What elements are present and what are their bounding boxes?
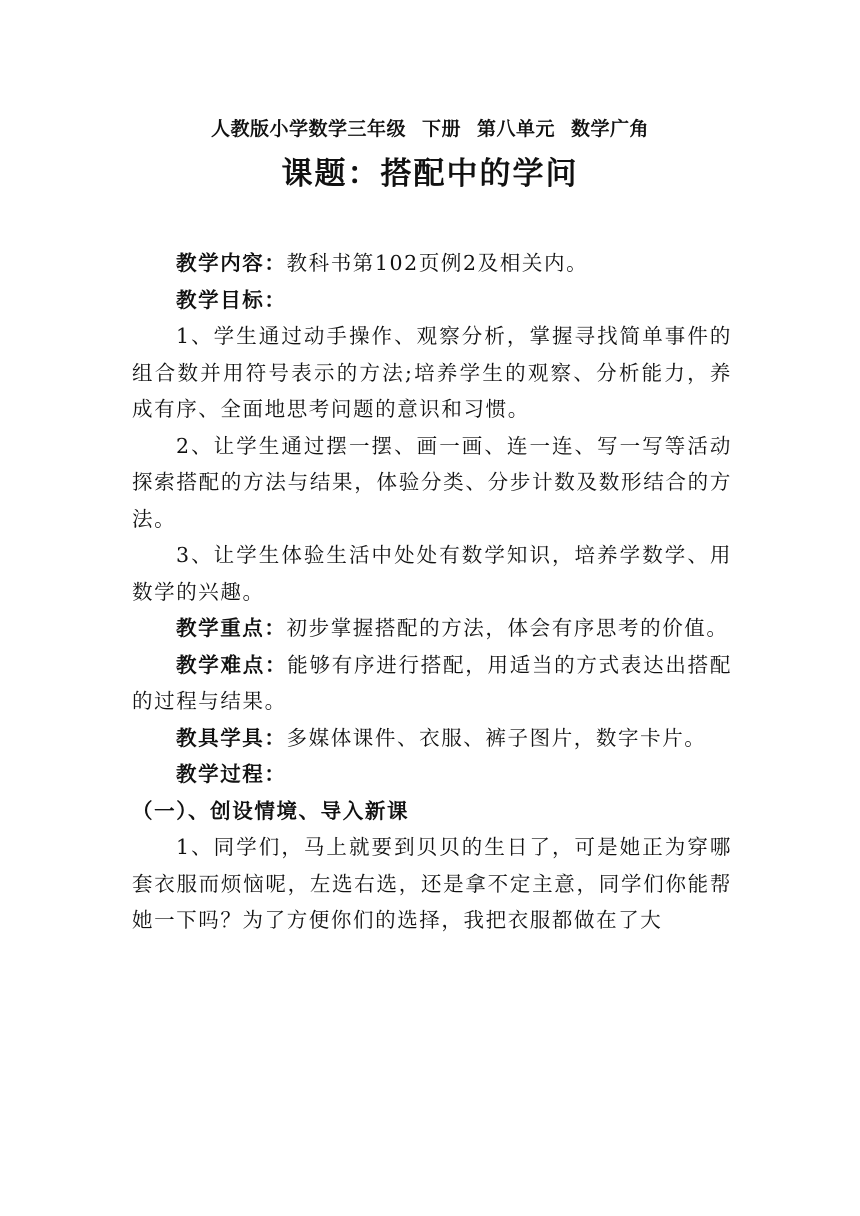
- key-point-label: 教学重点：: [176, 616, 287, 640]
- teaching-tools-text: 多媒体课件、衣服、裤子图片，数字卡片。: [286, 725, 707, 750]
- header-volume: 下册: [421, 118, 461, 140]
- teaching-content-text: 教科书第102页例2及相关内。: [286, 251, 589, 275]
- process-paragraph-1: 1、同学们，马上就要到贝贝的生日了，可是她正为穿哪套衣服而烦恼呢，左选右选，还是拿不定主意，同学们你能帮她一下吗？为了方便你们的选择，我把衣服都做在了大: [132, 835, 732, 932]
- page-title: 课题：搭配中的学问: [281, 156, 579, 192]
- teaching-tools-label: 教具学具：: [176, 725, 287, 750]
- key-point: [132, 610, 732, 647]
- teaching-content-label: 教学内容：: [176, 251, 287, 275]
- teaching-tools: [132, 720, 732, 757]
- teaching-content: [132, 245, 732, 282]
- header-unit: 第八单元: [477, 118, 556, 140]
- difficulty-text: 能够有序进行搭配，用适当的方式表达出搭配的过程与结果。: [132, 652, 733, 713]
- objective-item-3: 3、让学生体验生活中处处有数学知识，培养学数学、用数学的兴趣。: [132, 543, 732, 604]
- difficulty-label: 教学难点：: [176, 652, 288, 677]
- objectives-label: 教学目标：: [176, 287, 287, 312]
- header-grade: 人教版小学数学三年级: [210, 118, 406, 140]
- difficulty: [132, 647, 732, 720]
- header-topic: 数学广角: [571, 118, 650, 140]
- document-header: [0, 114, 860, 141]
- objective-item-1: 1、学生通过动手操作、观察分析，掌握寻找简单事件的组合数并用符号表示的方法;培养学生的观察、分析能力，养成有序、全面地思考问题的意识和习惯。: [132, 324, 732, 421]
- process-label: 教学过程：: [176, 762, 287, 786]
- key-point-text: 初步掌握搭配的方法，体会有序思考的价值。: [286, 616, 729, 640]
- section-heading-1: （一）、创设情境、导入新课: [132, 798, 410, 823]
- document-body: [132, 245, 732, 939]
- objective-item-2: 2、让学生通过摆一摆、画一画、连一连、写一写等活动探索搭配的方法与结果，体验分类、分步计数及数形结合的方法。: [132, 433, 732, 531]
